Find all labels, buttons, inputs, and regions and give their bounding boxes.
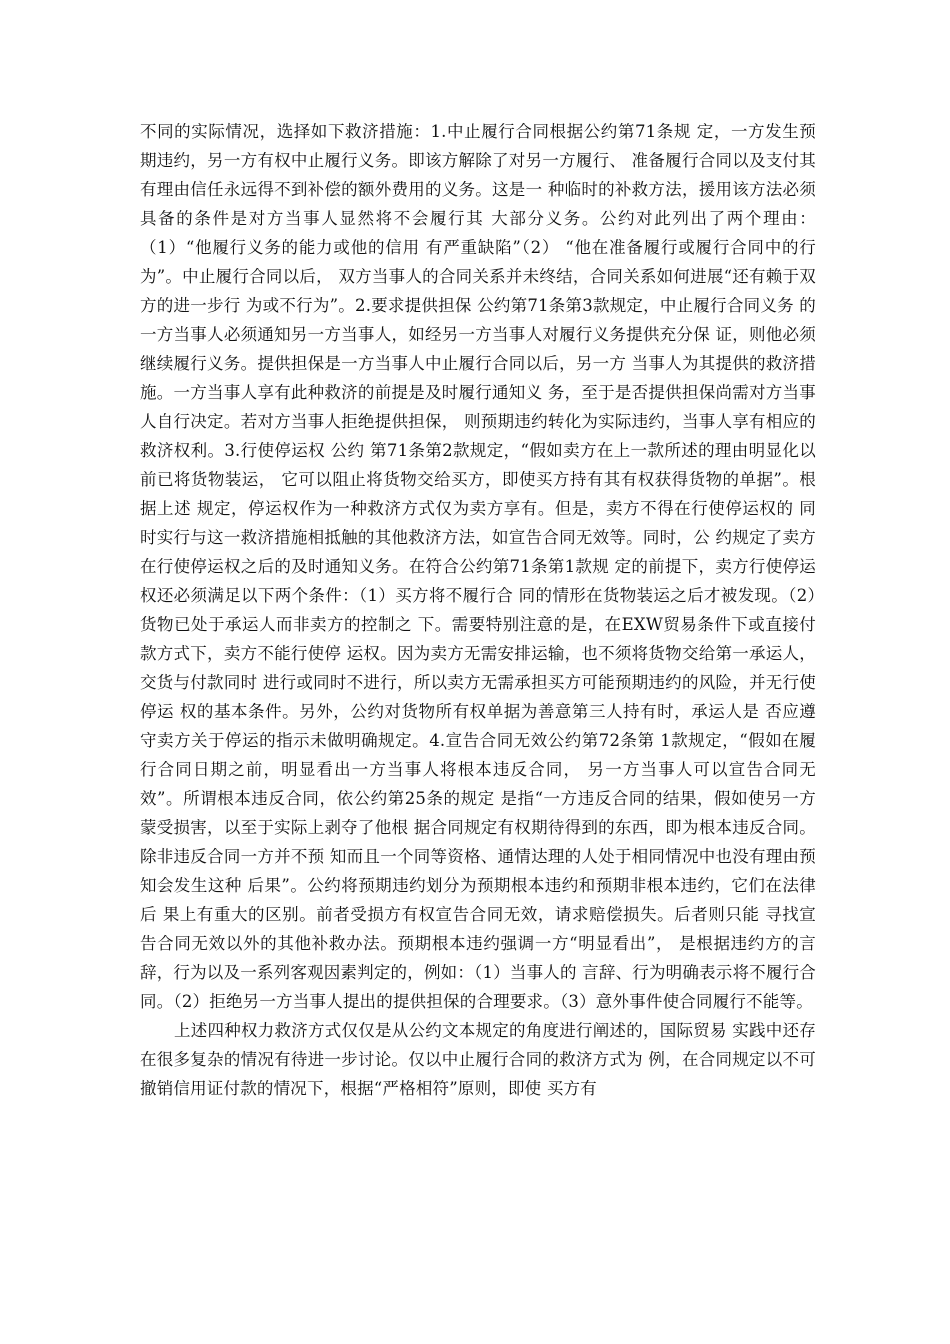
paragraph-remedies: 不同的实际情况，选择如下救济措施：1.中止履行合同根据公约第71条规 定，一方发生预期违约，另一方有权中止履行义务。即该方解除了对另一方履行、 准备履行合同以及支付其有理由信任永远得不到补偿的额外费用的义务。这是一 种临时的补救方法，援用该方法必须具备的条件是对方当事人显然将不会履行其 大部分义务。公约对此列出了两个理由：（1）“他履行义务的能力或他的信用 有严重缺陷”（2） “他在准备履行或履行合同中的行为”。中止履行合同以后， 双方当事人的合同关系并未终结，合同关系如何进展“还有赖于双方的进一步行 为或不行为”。2.要求提供担保 公约第71条第3款规定，中止履行合同义务 的一方当事人必须通知另一方当事人，如经另一方当事人对履行义务提供充分保 证，则他必须继续履行义务。提供担保是一方当事人中止履行合同以后，另一方 当事人为其提供的救济措施。一方当事人享有此种救济的前提是及时履行通知义 务，至于是否提供担保尚需对方当事人自行决定。若对方当事人拒绝提供担保， 则预期违约转化为实际违约，当事人享有相应的救济权利。3.行使停运权 公约 第71条第2款规定，“假如卖方在上一款所述的理由明显化以前已将货物装运， 它可以阻止将货物交给买方，即使买方持有其有权获得货物的单据”。根据上述 规定，停运权作为一种救济方式仅为卖方享有。但是，卖方不得在行使停运权的 同时实行与这一救济措施相抵触的其他救济方法，如宣告合同无效等。同时，公 约规定了卖方在行使停运权之后的及时通知义务。在符合公约第71条第1款规 定的前提下，卖方行使停运权还必须满足以下两个条件：（1）买方将不履行合 同的情形在货物装运之后才被发现。（2）货物已处于承运人而非卖方的控制之 下。需要特别注意的是，在EXW贸易条件下或直接付款方式下，卖方不能行使停 运权。因为卖方无需安排运输，也不须将货物交给第一承运人，交货与付款同时 进行或同时不进行，所以卖方无需承担买方可能预期违约的风险，并无行使停运 权的基本条件。另外，公约对货物所有权单据为善意第三人持有时，承运人是 否应遵守卖方关于停运的指示未做明确规定。4.宣告合同无效公约第72条第 1款规定，“假如在履行合同日期之前，明显看出一方当事人将根本违反合同， 另一方当事人可以宣告合同无效”。所谓根本违反合同，依公约第25条的规定 是指“一方违反合同的结果，假如使另一方蒙受损害，以至于实际上剥夺了他根 据合同规定有权期待得到的东西，即为根本违反合同。除非违反合同一方并不预 知而且一个同等资格、通情达理的人处于相同情况中也没有理由预知会发生这种 后果”。公约将预期违约划分为预期根本违约和预期非根本违约，它们在法律后 果上有重大的区别。前者受损方有权宣告合同无效，请求赔偿损失。后者则只能 寻找宣告合同无效以外的其他补救办法。预期根本违约强调一方“明显看出”， 是根据违约方的言辞，行为以及一系列客观因素判定的，例如：（1）当事人的 言辞、行为明确表示将不履行合同。（2）拒绝另一方当事人提出的提供担保的合理要求。（3）意外事件使合同履行不能等。 — [140, 122, 816, 1011]
paragraph-discussion: 上述四种权力救济方式仅仅是从公约文本规定的角度进行阐述的，国际贸易 实践中还存在很多复杂的情况有待进一步讨论。仅以中止履行合同的救济方式为 例，在合同规定以不可撤销信用证付款的情况下，根据“严格相符”原则，即使 买方有 — [140, 1021, 816, 1098]
document-page — [140, 117, 816, 1103]
